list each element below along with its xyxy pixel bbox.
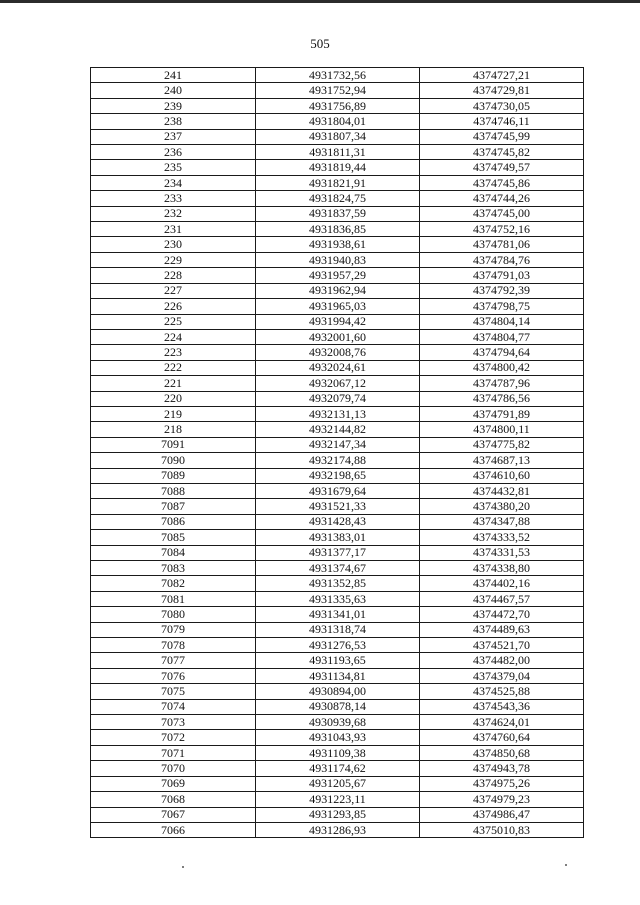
x-coordinate-cell: 4932024,61	[256, 360, 420, 375]
x-coordinate-cell: 4931174,62	[256, 761, 420, 776]
point-number-cell: 7081	[91, 591, 256, 606]
point-number-cell: 7091	[91, 437, 256, 452]
x-coordinate-cell: 4931223,11	[256, 792, 420, 807]
table-row	[91, 545, 584, 560]
y-coordinate-cell: 4374798,75	[420, 299, 584, 314]
point-number-cell: 225	[91, 314, 256, 329]
point-number-cell: 7090	[91, 453, 256, 468]
y-coordinate-cell: 4374800,11	[420, 422, 584, 437]
point-number-cell: 219	[91, 406, 256, 421]
x-coordinate-cell: 4932001,60	[256, 329, 420, 344]
point-number-cell: 234	[91, 175, 256, 190]
table-row	[91, 822, 584, 837]
y-coordinate-cell: 4374791,89	[420, 406, 584, 421]
scan-speck	[182, 866, 184, 868]
table-row	[91, 268, 584, 283]
point-number-cell: 231	[91, 222, 256, 237]
x-coordinate-cell: 4931377,17	[256, 545, 420, 560]
y-coordinate-cell: 4374781,06	[420, 237, 584, 252]
x-coordinate-cell: 4931318,74	[256, 622, 420, 637]
table-row	[91, 499, 584, 514]
point-number-cell: 239	[91, 98, 256, 113]
point-number-cell: 7066	[91, 822, 256, 837]
point-number-cell: 7071	[91, 745, 256, 760]
y-coordinate-cell: 4374624,01	[420, 715, 584, 730]
point-number-cell: 227	[91, 283, 256, 298]
y-coordinate-cell: 4374729,81	[420, 83, 584, 98]
x-coordinate-cell: 4931836,85	[256, 222, 420, 237]
table-row	[91, 745, 584, 760]
x-coordinate-cell: 4932147,34	[256, 437, 420, 452]
x-coordinate-cell: 4931752,94	[256, 83, 420, 98]
y-coordinate-cell: 4374467,57	[420, 591, 584, 606]
table-row	[91, 314, 584, 329]
y-coordinate-cell: 4374979,23	[420, 792, 584, 807]
x-coordinate-cell: 4931205,67	[256, 776, 420, 791]
x-coordinate-cell: 4932067,12	[256, 376, 420, 391]
y-coordinate-cell: 4374975,26	[420, 776, 584, 791]
point-number-cell: 240	[91, 83, 256, 98]
x-coordinate-cell: 4930894,00	[256, 684, 420, 699]
x-coordinate-cell: 4931521,33	[256, 499, 420, 514]
point-number-cell: 7074	[91, 699, 256, 714]
table-row	[91, 561, 584, 576]
table-row	[91, 437, 584, 452]
x-coordinate-cell: 4931957,29	[256, 268, 420, 283]
table-row	[91, 98, 584, 113]
coordinates-table	[90, 67, 584, 838]
point-number-cell: 7077	[91, 653, 256, 668]
table-row	[91, 576, 584, 591]
x-coordinate-cell: 4931428,43	[256, 514, 420, 529]
table-row	[91, 776, 584, 791]
x-coordinate-cell: 4931819,44	[256, 160, 420, 175]
table-row	[91, 761, 584, 776]
y-coordinate-cell: 4374338,80	[420, 561, 584, 576]
top-edge-rule	[0, 0, 640, 3]
y-coordinate-cell: 4374794,64	[420, 345, 584, 360]
x-coordinate-cell: 4930878,14	[256, 699, 420, 714]
y-coordinate-cell: 4374745,99	[420, 129, 584, 144]
x-coordinate-cell: 4931109,38	[256, 745, 420, 760]
table-row	[91, 622, 584, 637]
x-coordinate-cell: 4931679,64	[256, 483, 420, 498]
table-row	[91, 252, 584, 267]
y-coordinate-cell: 4374610,60	[420, 468, 584, 483]
x-coordinate-cell: 4931837,59	[256, 206, 420, 221]
x-coordinate-cell: 4931938,61	[256, 237, 420, 252]
y-coordinate-cell: 4374380,20	[420, 499, 584, 514]
table-row	[91, 145, 584, 160]
y-coordinate-cell: 4374331,53	[420, 545, 584, 560]
table-row	[91, 591, 584, 606]
table-row	[91, 530, 584, 545]
point-number-cell: 235	[91, 160, 256, 175]
x-coordinate-cell: 4932198,65	[256, 468, 420, 483]
y-coordinate-cell: 4374786,56	[420, 391, 584, 406]
x-coordinate-cell: 4931341,01	[256, 607, 420, 622]
table-row	[91, 329, 584, 344]
point-number-cell: 221	[91, 376, 256, 391]
y-coordinate-cell: 4374749,57	[420, 160, 584, 175]
point-number-cell: 7082	[91, 576, 256, 591]
point-number-cell: 223	[91, 345, 256, 360]
table-row	[91, 299, 584, 314]
table-row	[91, 376, 584, 391]
point-number-cell: 228	[91, 268, 256, 283]
x-coordinate-cell: 4931374,67	[256, 561, 420, 576]
table-row	[91, 391, 584, 406]
table-row	[91, 406, 584, 421]
y-coordinate-cell: 4374804,14	[420, 314, 584, 329]
table-row	[91, 730, 584, 745]
point-number-cell: 220	[91, 391, 256, 406]
table-row	[91, 607, 584, 622]
x-coordinate-cell: 4931732,56	[256, 68, 420, 83]
y-coordinate-cell: 4374746,11	[420, 114, 584, 129]
x-coordinate-cell: 4931994,42	[256, 314, 420, 329]
y-coordinate-cell: 4374432,81	[420, 483, 584, 498]
point-number-cell: 229	[91, 252, 256, 267]
x-coordinate-cell: 4931821,91	[256, 175, 420, 190]
x-coordinate-cell: 4932131,13	[256, 406, 420, 421]
table-row	[91, 237, 584, 252]
page-number: 505	[310, 36, 330, 51]
point-number-cell: 7069	[91, 776, 256, 791]
table-row	[91, 684, 584, 699]
table-row	[91, 283, 584, 298]
table-row	[91, 668, 584, 683]
coordinates-table-body	[91, 68, 584, 838]
y-coordinate-cell: 4374727,21	[420, 68, 584, 83]
x-coordinate-cell: 4931383,01	[256, 530, 420, 545]
y-coordinate-cell: 4374943,78	[420, 761, 584, 776]
point-number-cell: 7068	[91, 792, 256, 807]
point-number-cell: 7067	[91, 807, 256, 822]
table-row	[91, 68, 584, 83]
y-coordinate-cell: 4374744,26	[420, 191, 584, 206]
y-coordinate-cell: 4374986,47	[420, 807, 584, 822]
x-coordinate-cell: 4931043,93	[256, 730, 420, 745]
point-number-cell: 7072	[91, 730, 256, 745]
y-coordinate-cell: 4374379,04	[420, 668, 584, 683]
point-number-cell: 222	[91, 360, 256, 375]
y-coordinate-cell: 4374745,82	[420, 145, 584, 160]
x-coordinate-cell: 4931134,81	[256, 668, 420, 683]
table-row	[91, 468, 584, 483]
table-row	[91, 222, 584, 237]
point-number-cell: 241	[91, 68, 256, 83]
y-coordinate-cell: 4374730,05	[420, 98, 584, 113]
y-coordinate-cell: 4374687,13	[420, 453, 584, 468]
x-coordinate-cell: 4931962,94	[256, 283, 420, 298]
y-coordinate-cell: 4374347,88	[420, 514, 584, 529]
y-coordinate-cell: 4374482,00	[420, 653, 584, 668]
table-row	[91, 422, 584, 437]
table-row	[91, 175, 584, 190]
point-number-cell: 7076	[91, 668, 256, 683]
table-row	[91, 792, 584, 807]
table-row	[91, 807, 584, 822]
y-coordinate-cell: 4374543,36	[420, 699, 584, 714]
y-coordinate-cell: 4374787,96	[420, 376, 584, 391]
x-coordinate-cell: 4931756,89	[256, 98, 420, 113]
y-coordinate-cell: 4374850,68	[420, 745, 584, 760]
point-number-cell: 7084	[91, 545, 256, 560]
table-row	[91, 638, 584, 653]
y-coordinate-cell: 4374333,52	[420, 530, 584, 545]
y-coordinate-cell: 4374792,39	[420, 283, 584, 298]
x-coordinate-cell: 4932144,82	[256, 422, 420, 437]
y-coordinate-cell: 4374402,16	[420, 576, 584, 591]
y-coordinate-cell: 4374791,03	[420, 268, 584, 283]
x-coordinate-cell: 4930939,68	[256, 715, 420, 730]
table-row	[91, 483, 584, 498]
x-coordinate-cell: 4931965,03	[256, 299, 420, 314]
point-number-cell: 7086	[91, 514, 256, 529]
point-number-cell: 7073	[91, 715, 256, 730]
x-coordinate-cell: 4931807,34	[256, 129, 420, 144]
y-coordinate-cell: 4374745,00	[420, 206, 584, 221]
x-coordinate-cell: 4931276,53	[256, 638, 420, 653]
x-coordinate-cell: 4931352,85	[256, 576, 420, 591]
table-row	[91, 345, 584, 360]
point-number-cell: 7070	[91, 761, 256, 776]
x-coordinate-cell: 4931335,63	[256, 591, 420, 606]
y-coordinate-cell: 4374800,42	[420, 360, 584, 375]
table-row	[91, 453, 584, 468]
point-number-cell: 7085	[91, 530, 256, 545]
y-coordinate-cell: 4374525,88	[420, 684, 584, 699]
point-number-cell: 233	[91, 191, 256, 206]
x-coordinate-cell: 4932008,76	[256, 345, 420, 360]
table-row	[91, 514, 584, 529]
point-number-cell: 230	[91, 237, 256, 252]
point-number-cell: 224	[91, 329, 256, 344]
table-row	[91, 191, 584, 206]
table-row	[91, 129, 584, 144]
point-number-cell: 7080	[91, 607, 256, 622]
x-coordinate-cell: 4931193,65	[256, 653, 420, 668]
table-row	[91, 715, 584, 730]
table-row	[91, 699, 584, 714]
point-number-cell: 218	[91, 422, 256, 437]
point-number-cell: 7088	[91, 483, 256, 498]
table-row	[91, 653, 584, 668]
y-coordinate-cell: 4374804,77	[420, 329, 584, 344]
y-coordinate-cell: 4374752,16	[420, 222, 584, 237]
point-number-cell: 7089	[91, 468, 256, 483]
point-number-cell: 238	[91, 114, 256, 129]
point-number-cell: 7078	[91, 638, 256, 653]
point-number-cell: 237	[91, 129, 256, 144]
y-coordinate-cell: 4374489,63	[420, 622, 584, 637]
y-coordinate-cell: 4374775,82	[420, 437, 584, 452]
point-number-cell: 232	[91, 206, 256, 221]
x-coordinate-cell: 4932079,74	[256, 391, 420, 406]
x-coordinate-cell: 4931824,75	[256, 191, 420, 206]
x-coordinate-cell: 4932174,88	[256, 453, 420, 468]
y-coordinate-cell: 4374521,70	[420, 638, 584, 653]
x-coordinate-cell: 4931293,85	[256, 807, 420, 822]
y-coordinate-cell: 4375010,83	[420, 822, 584, 837]
y-coordinate-cell: 4374472,70	[420, 607, 584, 622]
x-coordinate-cell: 4931940,83	[256, 252, 420, 267]
table-row	[91, 206, 584, 221]
y-coordinate-cell: 4374760,64	[420, 730, 584, 745]
table-row	[91, 160, 584, 175]
point-number-cell: 7083	[91, 561, 256, 576]
point-number-cell: 7079	[91, 622, 256, 637]
x-coordinate-cell: 4931811,31	[256, 145, 420, 160]
scan-speck	[565, 864, 567, 866]
point-number-cell: 7087	[91, 499, 256, 514]
x-coordinate-cell: 4931804,01	[256, 114, 420, 129]
table-row	[91, 114, 584, 129]
y-coordinate-cell: 4374784,76	[420, 252, 584, 267]
x-coordinate-cell: 4931286,93	[256, 822, 420, 837]
point-number-cell: 236	[91, 145, 256, 160]
table-row	[91, 360, 584, 375]
point-number-cell: 226	[91, 299, 256, 314]
table-row	[91, 83, 584, 98]
y-coordinate-cell: 4374745,86	[420, 175, 584, 190]
point-number-cell: 7075	[91, 684, 256, 699]
